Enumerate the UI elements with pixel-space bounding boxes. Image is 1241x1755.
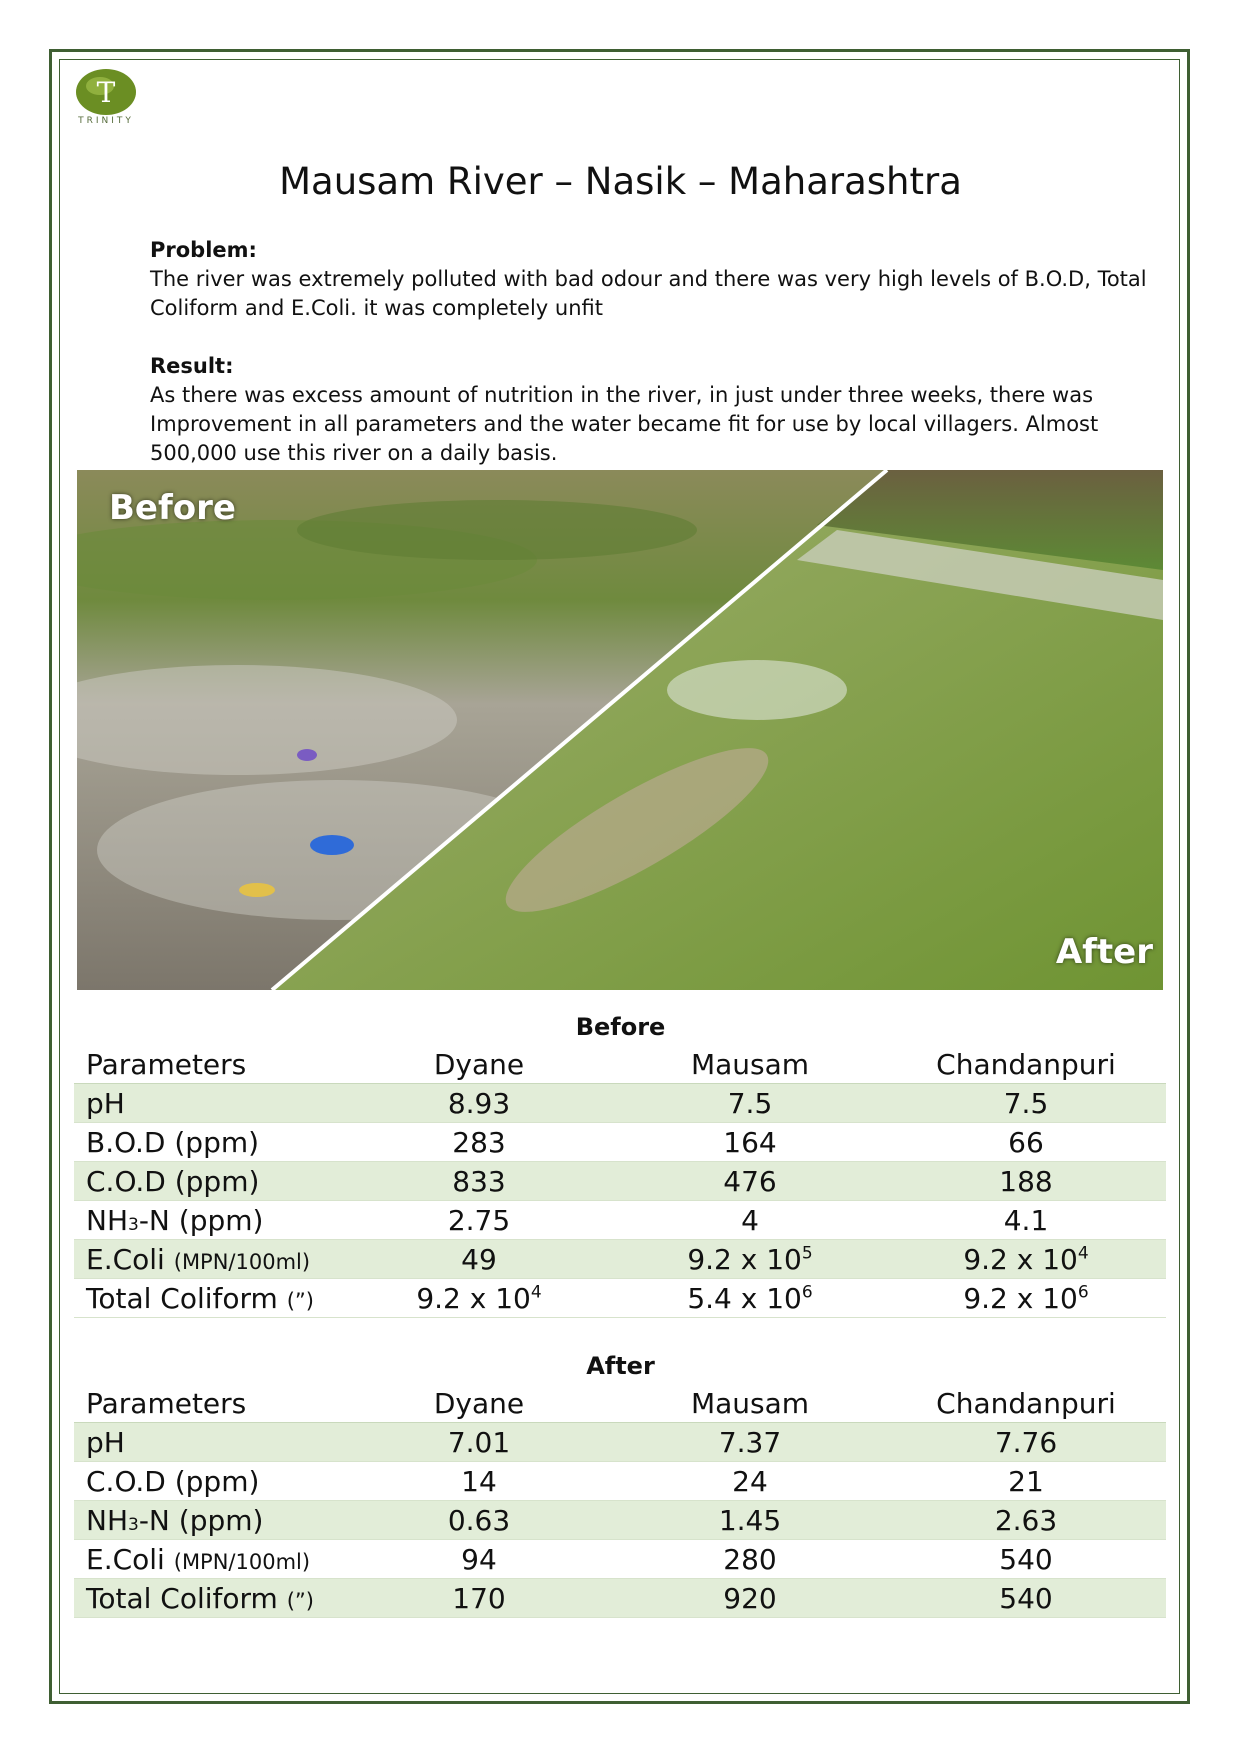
value-cell: 280 <box>614 1540 886 1579</box>
param-unit: (”) <box>286 1588 314 1613</box>
logo-letter: T <box>96 76 116 109</box>
table-row <box>74 1201 1166 1240</box>
param-name: Total Coliform <box>86 1581 278 1615</box>
value-cell <box>614 1240 886 1279</box>
param-cell <box>74 1501 344 1540</box>
before-table-title: Before <box>575 1013 666 1041</box>
value-cell: 283 <box>344 1123 614 1162</box>
after-table-title: After <box>586 1352 655 1380</box>
value-cell: 7.76 <box>886 1423 1166 1462</box>
value-cell: 8.93 <box>344 1084 614 1123</box>
param-cell <box>74 1240 344 1279</box>
header-chandanpuri: Chandanpuri <box>886 1384 1166 1423</box>
header-parameters: Parameters <box>74 1045 344 1084</box>
value-cell <box>886 1279 1166 1318</box>
value-cell <box>614 1279 886 1318</box>
table-row <box>74 1423 1166 1462</box>
page-title: Mausam River – Nasik – Maharashtra <box>279 160 962 203</box>
value-cell: 21 <box>886 1462 1166 1501</box>
value-cell: 1.45 <box>614 1501 886 1540</box>
header-chandanpuri: Chandanpuri <box>886 1045 1166 1084</box>
table-header-row <box>74 1384 1166 1423</box>
param-name: Total Coliform <box>86 1281 278 1315</box>
param-name: E.Coli <box>86 1242 165 1276</box>
param-unit: (MPN/100ml) <box>173 1549 311 1574</box>
param-unit: (”) <box>286 1288 314 1313</box>
param-n-text: -N (ppm) <box>138 1503 264 1537</box>
param-nh-text: NH <box>86 1203 128 1237</box>
result-heading: Result: <box>150 354 234 378</box>
value-cell: 0.63 <box>344 1501 614 1540</box>
value-cell: 66 <box>886 1123 1166 1162</box>
value-cell: 476 <box>614 1162 886 1201</box>
value-cell: 540 <box>886 1540 1166 1579</box>
value-base: 9.2 x 10 <box>416 1281 531 1315</box>
value-base: 5.4 x 10 <box>687 1281 802 1315</box>
table-row <box>74 1084 1166 1123</box>
value-exponent: 6 <box>1077 1282 1089 1303</box>
param-n-text: -N (ppm) <box>138 1203 264 1237</box>
param-cell <box>74 1540 344 1579</box>
param-unit: (MPN/100ml) <box>173 1249 311 1274</box>
header-mausam: Mausam <box>614 1384 886 1423</box>
value-cell: 164 <box>614 1123 886 1162</box>
header-mausam: Mausam <box>614 1045 886 1084</box>
value-cell: 2.63 <box>886 1501 1166 1540</box>
value-cell: 14 <box>344 1462 614 1501</box>
value-cell: 170 <box>344 1579 614 1618</box>
value-cell: 4.1 <box>886 1201 1166 1240</box>
value-cell <box>344 1279 614 1318</box>
after-table <box>74 1384 1166 1618</box>
param-cell: B.O.D (ppm) <box>74 1123 344 1162</box>
problem-heading: Problem: <box>150 238 257 262</box>
header-dyane: Dyane <box>344 1045 614 1084</box>
value-cell: 7.37 <box>614 1423 886 1462</box>
table-row <box>74 1540 1166 1579</box>
value-cell <box>886 1240 1166 1279</box>
header-parameters: Parameters <box>74 1384 344 1423</box>
problem-section <box>150 236 1160 323</box>
result-section <box>150 352 1160 468</box>
logo-wordmark: TRINITY <box>78 116 134 126</box>
value-exponent: 4 <box>530 1282 542 1303</box>
value-base: 9.2 x 10 <box>963 1281 1078 1315</box>
value-base: 9.2 x 10 <box>963 1242 1078 1276</box>
value-base: 9.2 x 10 <box>687 1242 802 1276</box>
param-subscript: 3 <box>128 1514 139 1535</box>
param-nh-text: NH <box>86 1503 128 1537</box>
after-photo-label: After <box>1055 932 1153 972</box>
table-row <box>74 1162 1166 1201</box>
before-table <box>74 1045 1166 1318</box>
value-cell: 7.5 <box>614 1084 886 1123</box>
value-exponent: 5 <box>801 1243 813 1264</box>
value-cell: 24 <box>614 1462 886 1501</box>
value-cell: 833 <box>344 1162 614 1201</box>
value-exponent: 6 <box>801 1282 813 1303</box>
value-cell: 7.5 <box>886 1084 1166 1123</box>
result-text: As there was excess amount of nutrition in the river, in just under three weeks, there was Improvement in all parameters and the water became fit for use by local villagers. Almost 500,000 use this river on a daily basis. <box>150 383 1099 465</box>
param-cell <box>74 1579 344 1618</box>
param-name: E.Coli <box>86 1542 165 1576</box>
param-cell: C.O.D (ppm) <box>74 1462 344 1501</box>
problem-text: The river was extremely polluted with bad odour and there was very high levels of B.O.D, Total Coliform and E.Coli. it was completely unfit <box>150 267 1147 320</box>
table-row <box>74 1462 1166 1501</box>
param-cell: pH <box>74 1084 344 1123</box>
value-cell: 2.75 <box>344 1201 614 1240</box>
value-cell: 94 <box>344 1540 614 1579</box>
value-exponent: 4 <box>1077 1243 1089 1264</box>
table-row <box>74 1579 1166 1618</box>
value-cell: 920 <box>614 1579 886 1618</box>
table-row <box>74 1240 1166 1279</box>
param-subscript: 3 <box>128 1214 139 1235</box>
param-cell: pH <box>74 1423 344 1462</box>
table-row <box>74 1123 1166 1162</box>
param-cell <box>74 1201 344 1240</box>
value-cell: 4 <box>614 1201 886 1240</box>
header-dyane: Dyane <box>344 1384 614 1423</box>
param-cell: C.O.D (ppm) <box>74 1162 344 1201</box>
value-cell: 188 <box>886 1162 1166 1201</box>
before-after-photo <box>77 470 1163 990</box>
param-cell <box>74 1279 344 1318</box>
table-row <box>74 1279 1166 1318</box>
value-cell: 49 <box>344 1240 614 1279</box>
before-photo-label: Before <box>109 488 236 528</box>
value-cell: 7.01 <box>344 1423 614 1462</box>
table-header-row <box>74 1045 1166 1084</box>
value-cell: 540 <box>886 1579 1166 1618</box>
table-row <box>74 1501 1166 1540</box>
